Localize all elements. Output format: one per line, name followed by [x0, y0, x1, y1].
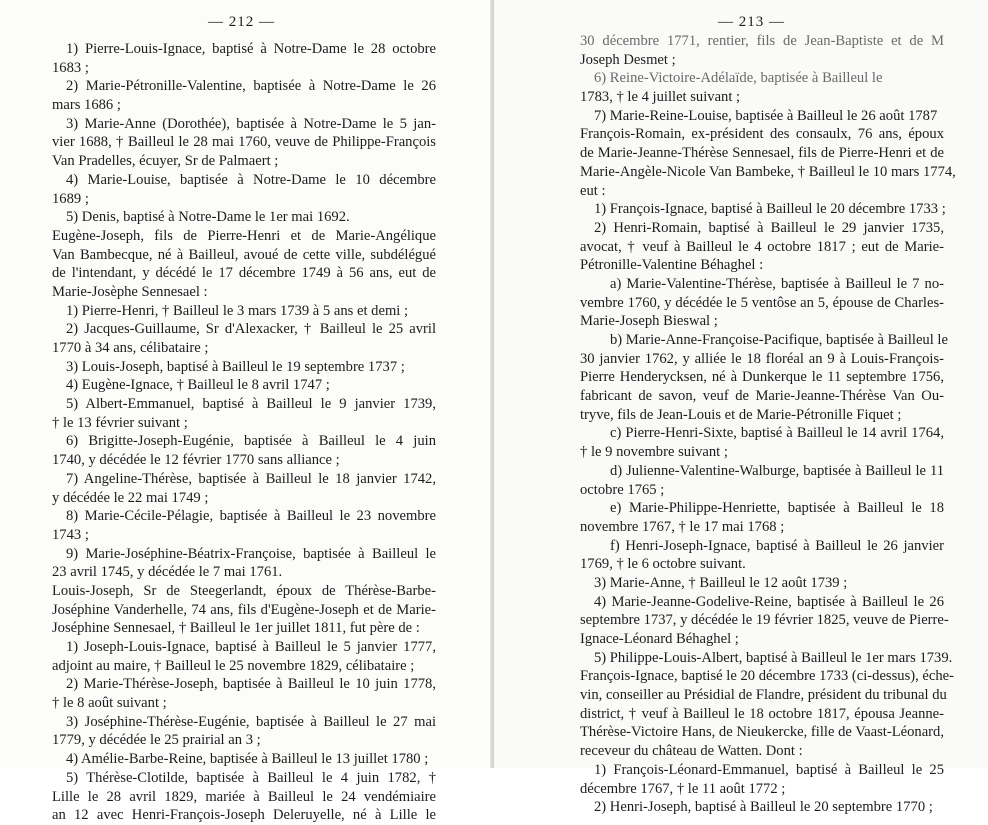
- text-line: de l'intendant, y décédé le 17 décembre 1749 à 56 ans, eut de: [52, 265, 436, 282]
- text-line: Louis-Joseph, Sr de Steegerlandt, époux de Thérèse-Barbe-: [52, 582, 436, 599]
- text-line: Joséphine Sennesael, † Bailleul le 1er juillet 1811, fut père de :: [52, 620, 420, 637]
- text-line: 3) Louis-Joseph, baptisé à Bailleul le 19 septembre 1737 ;: [66, 358, 405, 375]
- text-line: François-Ignace, baptisé le 20 décembre 1733 (ci-dessus), éche-: [580, 668, 955, 685]
- text-line: 5) Albert-Emmanuel, baptisé à Bailleul le 9 janvier 1739,: [66, 396, 436, 413]
- right-page-text: [580, 32, 956, 817]
- text-line: † le 9 novembre suivant ;: [580, 444, 728, 461]
- text-line: 4) Amélie-Barbe-Reine, baptisée à Bailleul le 13 juillet 1780 ;: [66, 751, 429, 768]
- text-line: Joseph Desmet ;: [580, 51, 676, 68]
- text-line: eut :: [580, 182, 606, 199]
- text-line: 1) François-Ignace, baptisé à Bailleul le 20 décembre 1733 ;: [594, 201, 946, 218]
- text-line: 9) Marie-Joséphine-Béatrix-Françoise, baptisée à Bailleul le: [66, 545, 436, 562]
- text-line: Joséphine Vanderhelle, 74 ans, fils d'Eugène-Joseph et de Marie-: [52, 601, 436, 618]
- text-line: avocat, † veuf à Bailleul le 4 octobre 1817 ; eut de Marie-: [580, 238, 944, 255]
- text-line: b) Marie-Anne-Françoise-Pacifique, baptisée à Bailleul le: [610, 332, 948, 348]
- text-line: 23 avril 1745, y décédée le 7 mai 1761.: [52, 564, 283, 581]
- text-line: Van Pradelles, écuyer, Sr de Palmaert ;: [52, 153, 279, 170]
- text-line: e) Marie-Philippe-Henriette, baptisée à Bailleul le 18: [610, 500, 944, 517]
- text-line: d) Julienne-Valentine-Walburge, baptisée à Bailleul le 11: [610, 462, 944, 479]
- text-line: 3) Marie-Anne, † Bailleul le 12 août 1739 ;: [594, 574, 848, 591]
- text-line: 1743 ;: [52, 526, 89, 543]
- text-line: 2) Henri-Romain, baptisé à Bailleul le 29 janvier 1735,: [594, 219, 944, 236]
- text-line: f) Henri-Joseph-Ignace, baptisé à Bailleul le 26 janvier: [610, 537, 944, 554]
- text-line: 4) Marie-Jeanne-Godelive-Reine, baptisée à Bailleul le 26: [594, 593, 944, 610]
- text-line: y décédée le 22 mai 1749 ;: [52, 489, 209, 506]
- text-line: 7) Angeline-Thérèse, baptisée à Bailleul le 18 janvier 1742,: [66, 470, 436, 487]
- text-line: vembre 1760, y décédée le 5 ventôse an 5, épouse de Charles-: [580, 294, 944, 311]
- text-line: 4) Marie-Louise, baptisée à Notre-Dame le 10 décembre: [66, 171, 436, 188]
- text-line: novembre 1767, † le 17 mai 1768 ;: [580, 518, 785, 535]
- text-line: 1769, † le 6 octobre suivant.: [580, 556, 746, 573]
- text-line: tryve, fils de Jean-Louis et de Marie-Pétronille Fiquet ;: [580, 406, 902, 423]
- text-line: a) Marie-Valentine-Thérèse, baptisée à Bailleul le 7 no-: [610, 275, 944, 292]
- text-line: 2) Marie-Pétronille-Valentine, baptisée à Notre-Dame le 26: [66, 78, 436, 95]
- text-line: 3) Marie-Anne (Dorothée), baptisée à Notre-Dame le 5 jan-: [66, 115, 436, 132]
- text-line: Van Bambecque, né à Bailleul, avoué de cette ville, subdélégué: [52, 246, 436, 263]
- text-line: 30 décembre 1771, rentier, fils de Jean-Baptiste et de M: [580, 33, 944, 49]
- text-line: septembre 1737, y décédée le 19 février 1825, veuve de Pierre-: [580, 612, 949, 629]
- text-line: de Marie-Jeanne-Thérèse Sennesael, fils de Pierre-Henri et de: [580, 145, 944, 162]
- text-line: Eugène-Joseph, fils de Pierre-Henri et de Marie-Angélique: [52, 227, 436, 244]
- text-line: Marie-Angèle-Nicole Van Bambeke, † Bailleul le 10 mars 1774,: [580, 163, 956, 180]
- text-line: 6) Reine-Victoire-Adélaïde, baptisée à Bailleul le: [594, 70, 883, 87]
- text-line: 8) Marie-Cécile-Pélagie, baptisée à Bailleul le 23 novembre: [66, 508, 436, 525]
- text-line: 1770 à 34 ans, célibataire ;: [52, 340, 209, 356]
- text-line: 5) Philippe-Louis-Albert, baptisé à Bailleul le 1er mars 1739.: [594, 649, 953, 666]
- text-line: 1779, y décédée le 25 prairial an 3 ;: [52, 732, 261, 749]
- text-line: 1783, † le 4 juillet suivant ;: [580, 89, 741, 106]
- text-line: receveur du château de Watten. Dont :: [580, 743, 803, 760]
- text-line: adjoint au maire, † Bailleul le 25 novembre 1829, célibataire ;: [52, 657, 415, 674]
- text-line: 1) Pierre-Henri, † Bailleul le 3 mars 1739 à 5 ans et demi ;: [66, 302, 409, 319]
- right-page: [494, 0, 988, 816]
- text-line: † le 8 août suivant ;: [52, 695, 167, 712]
- text-line: district, † veuf à Bailleul le 18 octobre 1817, épousa Jeanne-: [580, 705, 944, 722]
- text-line: François-Romain, ex-président des consaulx, 76 ans, époux: [580, 126, 944, 143]
- right-page-number: — 213 —: [718, 14, 785, 30]
- text-line: 6) Brigitte-Joseph-Eugénie, baptisée à Bailleul le 4 juin: [66, 433, 436, 450]
- text-line: 5) Denis, baptisé à Notre-Dame le 1er mai 1692.: [66, 209, 350, 226]
- text-line: vin, conseiller au Présidial de Flandre, président du tribunal du: [580, 687, 947, 704]
- text-line: 2) Jacques-Guillaume, Sr d'Alexacker, † Bailleul le 25 avril: [66, 321, 436, 338]
- text-line: Lille le 28 avril 1829, mariée à Bailleul le 24 vendémiaire: [52, 788, 436, 805]
- text-line: 3) Joséphine-Thérèse-Eugénie, baptisée à Bailleul le 27 mai: [66, 713, 436, 730]
- text-line: 1683 ;: [52, 59, 89, 76]
- text-line: Marie-Joseph Bieswal ;: [580, 313, 718, 330]
- text-line: Pierre Henderycksen, né à Dunkerque le 11 septembre 1756,: [580, 369, 944, 386]
- text-line: mars 1686 ;: [52, 97, 121, 114]
- left-page-text: [52, 40, 436, 825]
- left-page: [0, 0, 492, 824]
- text-line: Ignace-Léonard Béhaghel ;: [580, 631, 739, 647]
- text-line: 1) Pierre-Louis-Ignace, baptisé à Notre-Dame le 28 octobre: [66, 41, 436, 57]
- left-page-number: — 212 —: [208, 14, 275, 30]
- text-line: † le 13 février suivant ;: [52, 414, 188, 431]
- text-line: fabricant de savon, veuf de Marie-Jeanne-Thérèse Van Ou-: [580, 388, 944, 405]
- text-line: 4) Eugène-Ignace, † Bailleul le 8 avril 1747 ;: [66, 377, 330, 394]
- text-line: Marie-Josèphe Sennesael :: [52, 283, 208, 300]
- text-line: 2) Marie-Thérèse-Joseph, baptisée à Bailleul le 10 juin 1778,: [66, 676, 436, 693]
- text-line: vier 1688, † Bailleul le 28 mai 1760, veuve de Philippe-François: [52, 134, 436, 151]
- text-line: 1689 ;: [52, 190, 89, 207]
- text-line: 2) Henri-Joseph, baptisé à Bailleul le 20 septembre 1770 ;: [594, 799, 933, 816]
- text-line: 5) Thérèse-Clotilde, baptisée à Bailleul le 4 juin 1782, †: [66, 769, 436, 786]
- text-line: 1) François-Léonard-Emmanuel, baptisé à Bailleul le 25: [594, 761, 944, 778]
- text-line: 30 janvier 1762, y alliée le 18 floréal an 9 à Louis-François-: [580, 350, 944, 367]
- text-line: an 12 avec Henri-François-Joseph Deleruyelle, né à Lille le: [52, 807, 436, 824]
- text-line: 1) Joseph-Louis-Ignace, baptisé à Bailleul le 5 janvier 1777,: [66, 639, 436, 655]
- text-line: décembre 1767, † le 11 août 1772 ;: [580, 780, 786, 797]
- text-line: 1740, y décédée le 12 février 1770 sans alliance ;: [52, 452, 340, 469]
- text-line: c) Pierre-Henri-Sixte, baptisé à Bailleul le 14 avril 1764,: [610, 425, 944, 442]
- text-line: Pétronille-Valentine Béhaghel :: [580, 257, 764, 274]
- text-line: octobre 1765 ;: [580, 481, 665, 498]
- text-line: Thérèse-Victoire Hans, de Nieukercke, fille de Vaast-Léonard,: [580, 724, 944, 741]
- text-line: 7) Marie-Reine-Louise, baptisée à Bailleul le 26 août 1787: [594, 107, 938, 124]
